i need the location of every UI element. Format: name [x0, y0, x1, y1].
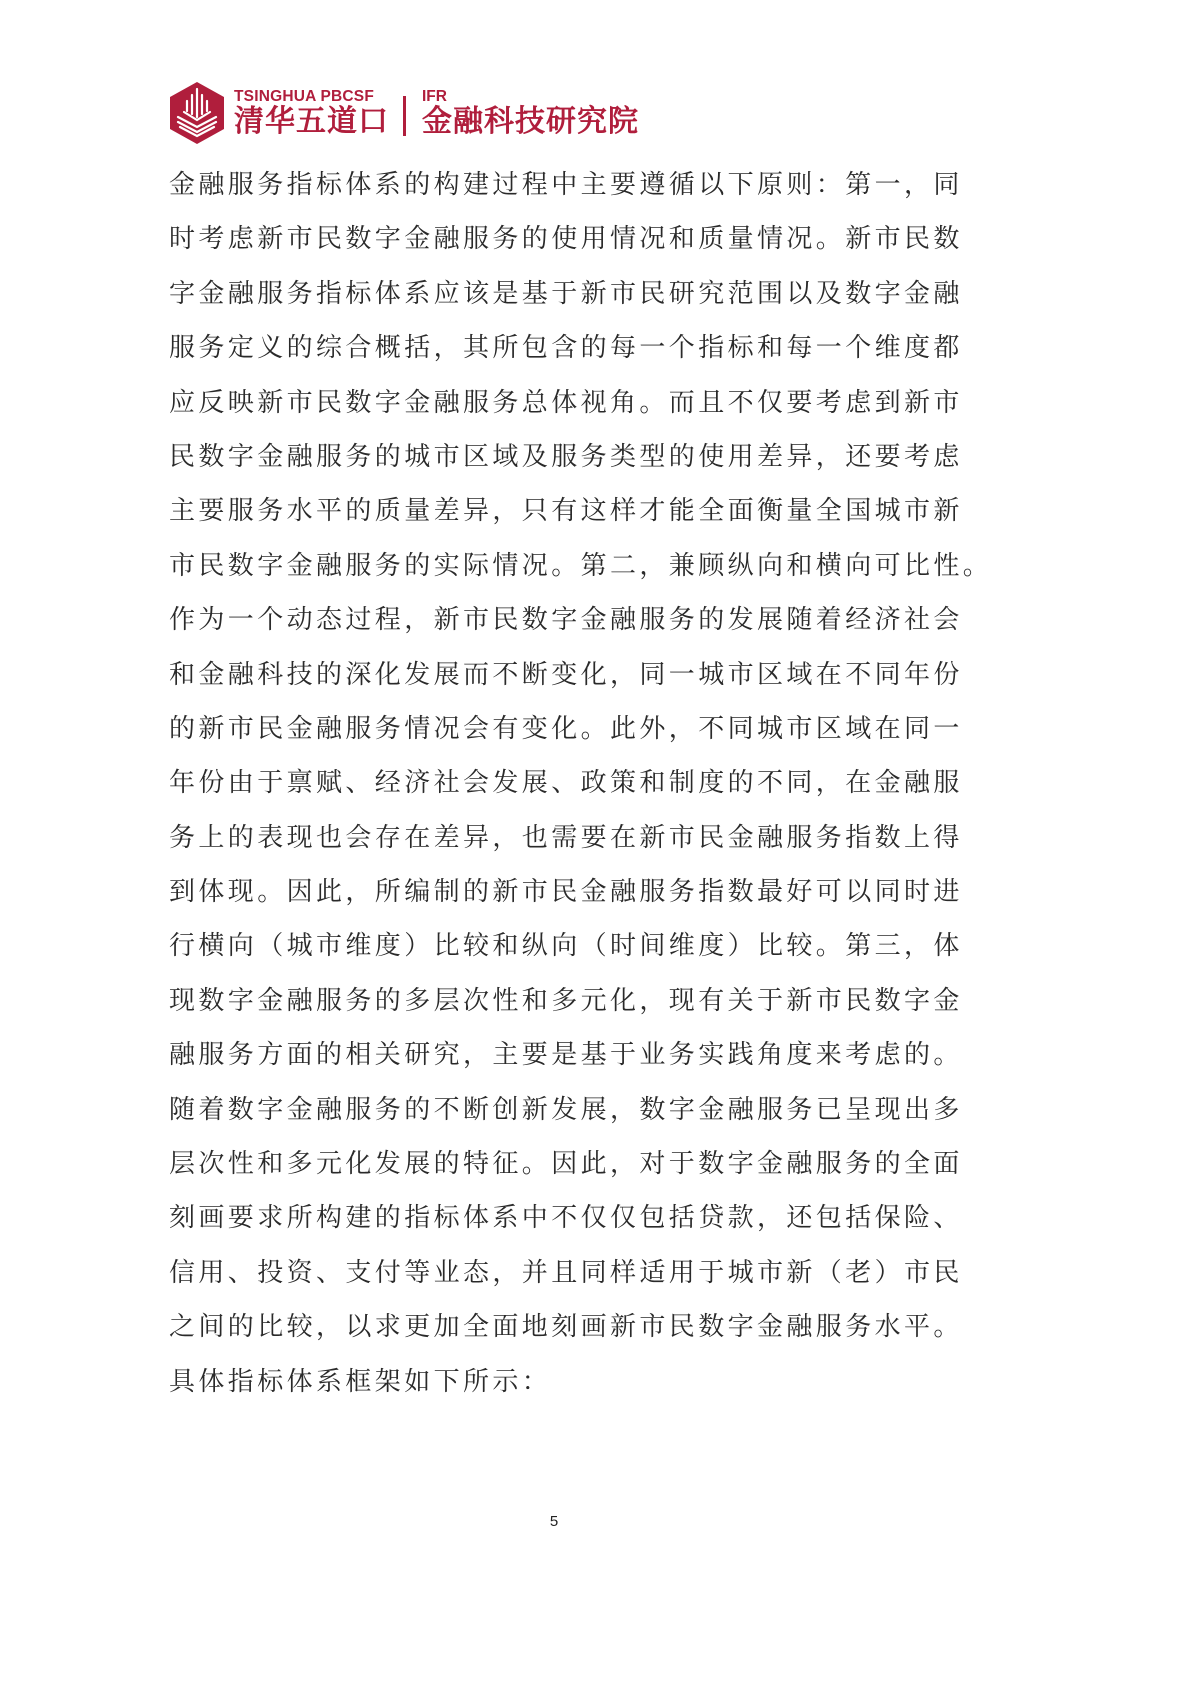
body-paragraph — [169, 158, 993, 1409]
text-line: 务上的表现也会存在差异，也需要在新市民金融服务指数上得 — [169, 822, 963, 853]
text-line: 融服务方面的相关研究，主要是基于业务实践角度来考虑的。 — [169, 1040, 963, 1071]
text-line: 信用、投资、支付等业态，并且同样适用于城市新（老）市民 — [169, 1257, 963, 1288]
text-line: 年份由于禀赋、经济社会发展、政策和制度的不同，在金融服 — [169, 768, 963, 799]
text-line: 到体现。因此，所编制的新市民金融服务指数最好可以同时进 — [169, 877, 963, 908]
text-line: 之间的比较，以求更加全面地刻画新市民数字金融服务水平。 — [169, 1312, 963, 1343]
institute-abbreviation: IFR — [422, 88, 447, 105]
text-line: 的新市民金融服务情况会有变化。此外，不同城市区域在同一 — [169, 713, 963, 744]
text-line: 行横向（城市维度）比较和纵向（时间维度）比较。第三，体 — [169, 931, 963, 962]
page-number: 5 — [549, 1513, 559, 1530]
text-line: 刻画要求所构建的指标体系中不仅仅包括贷款，还包括保险、 — [169, 1203, 963, 1234]
text-line: 现数字金融服务的多层次性和多元化，现有关于新市民数字金 — [169, 985, 963, 1016]
brand-name-chinese: 清华五道口 — [234, 104, 389, 139]
text-line: 服务定义的综合概括，其所包含的每一个指标和每一个维度都 — [169, 333, 963, 364]
header-divider — [403, 96, 406, 136]
text-line: 主要服务水平的质量差异，只有这样才能全面衡量全国城市新 — [169, 496, 963, 527]
brand-name-english: TSINGHUA PBCSF — [234, 88, 375, 105]
institute-block — [422, 88, 639, 138]
text-line: 金融服务指标体系的构建过程中主要遵循以下原则：第一，同 — [169, 170, 963, 200]
text-line: 具体指标体系框架如下所示： — [169, 1366, 552, 1397]
text-line: 时考虑新市民数字金融服务的使用情况和质量情况。新市民数 — [169, 224, 963, 255]
text-line: 随着数字金融服务的不断创新发展，数字金融服务已呈现出多 — [169, 1094, 963, 1125]
brand-block — [234, 88, 389, 138]
text-line: 作为一个动态过程，新市民数字金融服务的发展随着经济社会 — [169, 605, 963, 636]
text-line: 字金融服务指标体系应该是基于新市民研究范围以及数字金融 — [169, 278, 963, 309]
tsinghua-pbcsf-logo-icon — [168, 81, 226, 145]
institute-name: 金融科技研究院 — [422, 104, 639, 139]
text-line: 应反映新市民数字金融服务总体视角。而且不仅要考虑到新市 — [169, 387, 963, 418]
document-header — [168, 82, 653, 144]
text-line: 市民数字金融服务的实际情况。第二，兼顾纵向和横向可比性。 — [169, 550, 993, 581]
text-line: 和金融科技的深化发展而不断变化，同一城市区域在不同年份 — [169, 659, 963, 690]
text-line: 层次性和多元化发展的特征。因此，对于数字金融服务的全面 — [169, 1149, 963, 1180]
text-line: 民数字金融服务的城市区域及服务类型的使用差异，还要考虑 — [169, 441, 963, 472]
